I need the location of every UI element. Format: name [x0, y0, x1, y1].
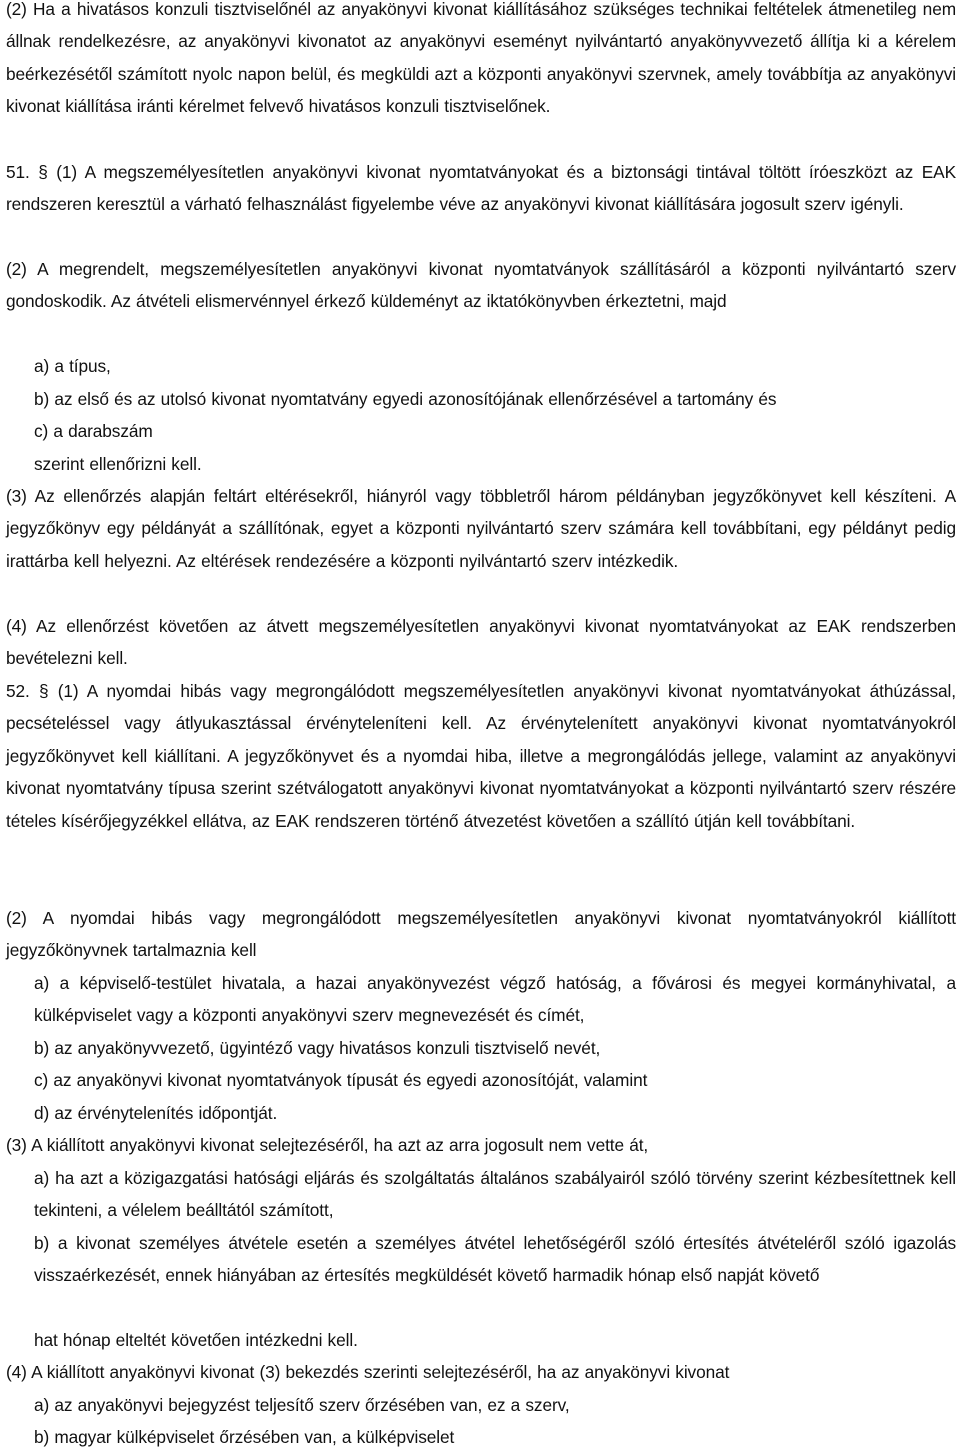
section-51-paragraph-2: (2) A megrendelt, megszemélyesítetlen anyakönyvi kivonat nyomtatványok szállításáról a központi nyilvántartó szerv gondoskodik. Az átvételi elismervénnyel érkező küldeményt az iktatókönyvben érkeztetni, majd	[6, 259, 956, 312]
section-52-paragraph-4-item-b: b) magyar külképviselet őrzésében van, a külképviselet	[34, 1427, 455, 1447]
section-51-item-closing: szerint ellenőrizni kell.	[34, 454, 202, 474]
section-52-item-b: b) az anyakönyvvezető, ügyintéző vagy hivatásos konzuli tisztviselő nevét,	[34, 1038, 601, 1058]
section-52-paragraph-2: (2) A nyomdai hibás vagy megrongálódott megszemélyesítetlen anyakönyvi kivonat nyomtatványokról kiállított jegyzőkönyvnek tartalmaznia kell	[6, 908, 956, 961]
section-52-paragraph-3-closing: hat hónap elteltét követően intézkedni kell.	[34, 1330, 358, 1350]
paragraph-2-consular-officer: (2) Ha a hivatásos konzuli tisztviselőnél az anyakönyvi kivonat kiállításához szükséges technikai feltételek átmenetileg nem állnak rendelkezésre, az anyakönyvi kivonatot az anyakönyvi eseményt nyilvántartó anyakönyvvezető állítja ki a kérelem beérkezésétől számított nyolc napon belül, és megküldi azt a központi anyakönyvi szervnek, amely továbbítja az anyakönyvi kivonat kiállítása iránti kérelmet felvevő hivatásos konzuli tisztviselőnek.	[6, 0, 956, 117]
section-52-paragraph-3: (3) A kiállított anyakönyvi kivonat selejtezéséről, ha azt az arra jogosult nem vette át,	[6, 1135, 649, 1155]
section-51-paragraph-1: 51. § (1) A megszemélyesítetlen anyakönyvi kivonat nyomtatványokat és a biztonsági tintával töltött íróeszközt az EAK rendszeren keresztül a várható felhasználást figyelembe véve az anyakönyvi kivonat kiállítására jogosult szerv igényli.	[6, 162, 956, 215]
section-52-paragraph-3-item-b: b) a kivonat személyes átvétele esetén a személyes átvétel lehetőségéről szóló értesítés átvételéről szóló igazolás visszaérkezését, ennek hiányában az értesítés megküldését követő harmadik hónap első napját követő	[34, 1233, 956, 1286]
section-52-item-a: a) a képviselő-testület hivatala, a hazai anyakönyvezést végző hatóság, a fővárosi és megyei kormányhivatal, a külképviselet vagy a központi anyakönyvi szerv megnevezését és címét,	[34, 973, 956, 1026]
section-52-item-d: d) az érvénytelenítés időpontját.	[34, 1103, 278, 1123]
section-52-paragraph-1: 52. § (1) A nyomdai hibás vagy megrongálódott megszemélyesítetlen anyakönyvi kivonat nyomtatványokat áthúzással, pecsételéssel vagy átlyukasztással érvényteleníteni kell. Az érvénytelenített anyakönyvi kivonat nyomtatványokról jegyzőkönyvet kell kiállítani. A jegyzőkönyvet és a nyomdai hiba, illetve a megrongálódás jellege, valamint az anyakönyvi kivonat nyomtatvány típusa szerint szétválogatott anyakönyvi kivonat nyomtatványokat a központi nyilvántartó szerv részére tételes kísérőjegyzékkel ellátva, az EAK rendszeren történő átvezetést követően a szállító útján kell továbbítani.	[6, 681, 956, 831]
section-51-paragraph-4: (4) Az ellenőrzést követően az átvett megszemélyesítetlen anyakönyvi kivonat nyomtatványokat az EAK rendszerben bevételezni kell.	[6, 616, 956, 669]
section-52-item-c: c) az anyakönyvi kivonat nyomtatványok típusát és egyedi azonosítóját, valamint	[34, 1070, 648, 1090]
section-51-item-c: c) a darabszám	[34, 421, 153, 441]
section-52-paragraph-3-item-a: a) ha azt a közigazgatási hatósági eljárás és szolgáltatás általános szabályairól szóló törvény szerint kézbesítettnek kell tekinteni, a vélelem beálltától számított,	[34, 1168, 956, 1221]
section-52-paragraph-4-item-a: a) az anyakönyvi bejegyzést teljesítő szerv őrzésében van, ez a szerv,	[34, 1395, 570, 1415]
section-51-paragraph-3: (3) Az ellenőrzés alapján feltárt eltérésekről, hiányról vagy többletről három példányban jegyzőkönyvet kell készíteni. A jegyzőkönyv egy példányát a szállítónak, egyet a központi nyilvántartó szerv számára kell továbbítani, egy példányt pedig irattárba kell helyezni. Az eltérések rendezésére a központi nyilvántartó szerv intézkedik.	[6, 486, 956, 571]
section-52-paragraph-4: (4) A kiállított anyakönyvi kivonat (3) bekezdés szerinti selejtezéséről, ha az anyakönyvi kivonat	[6, 1362, 730, 1382]
section-51-item-a: a) a típus,	[34, 356, 111, 376]
section-51-item-b: b) az első és az utolsó kivonat nyomtatvány egyedi azonosítójának ellenőrzésével a tartomány és	[34, 389, 777, 409]
